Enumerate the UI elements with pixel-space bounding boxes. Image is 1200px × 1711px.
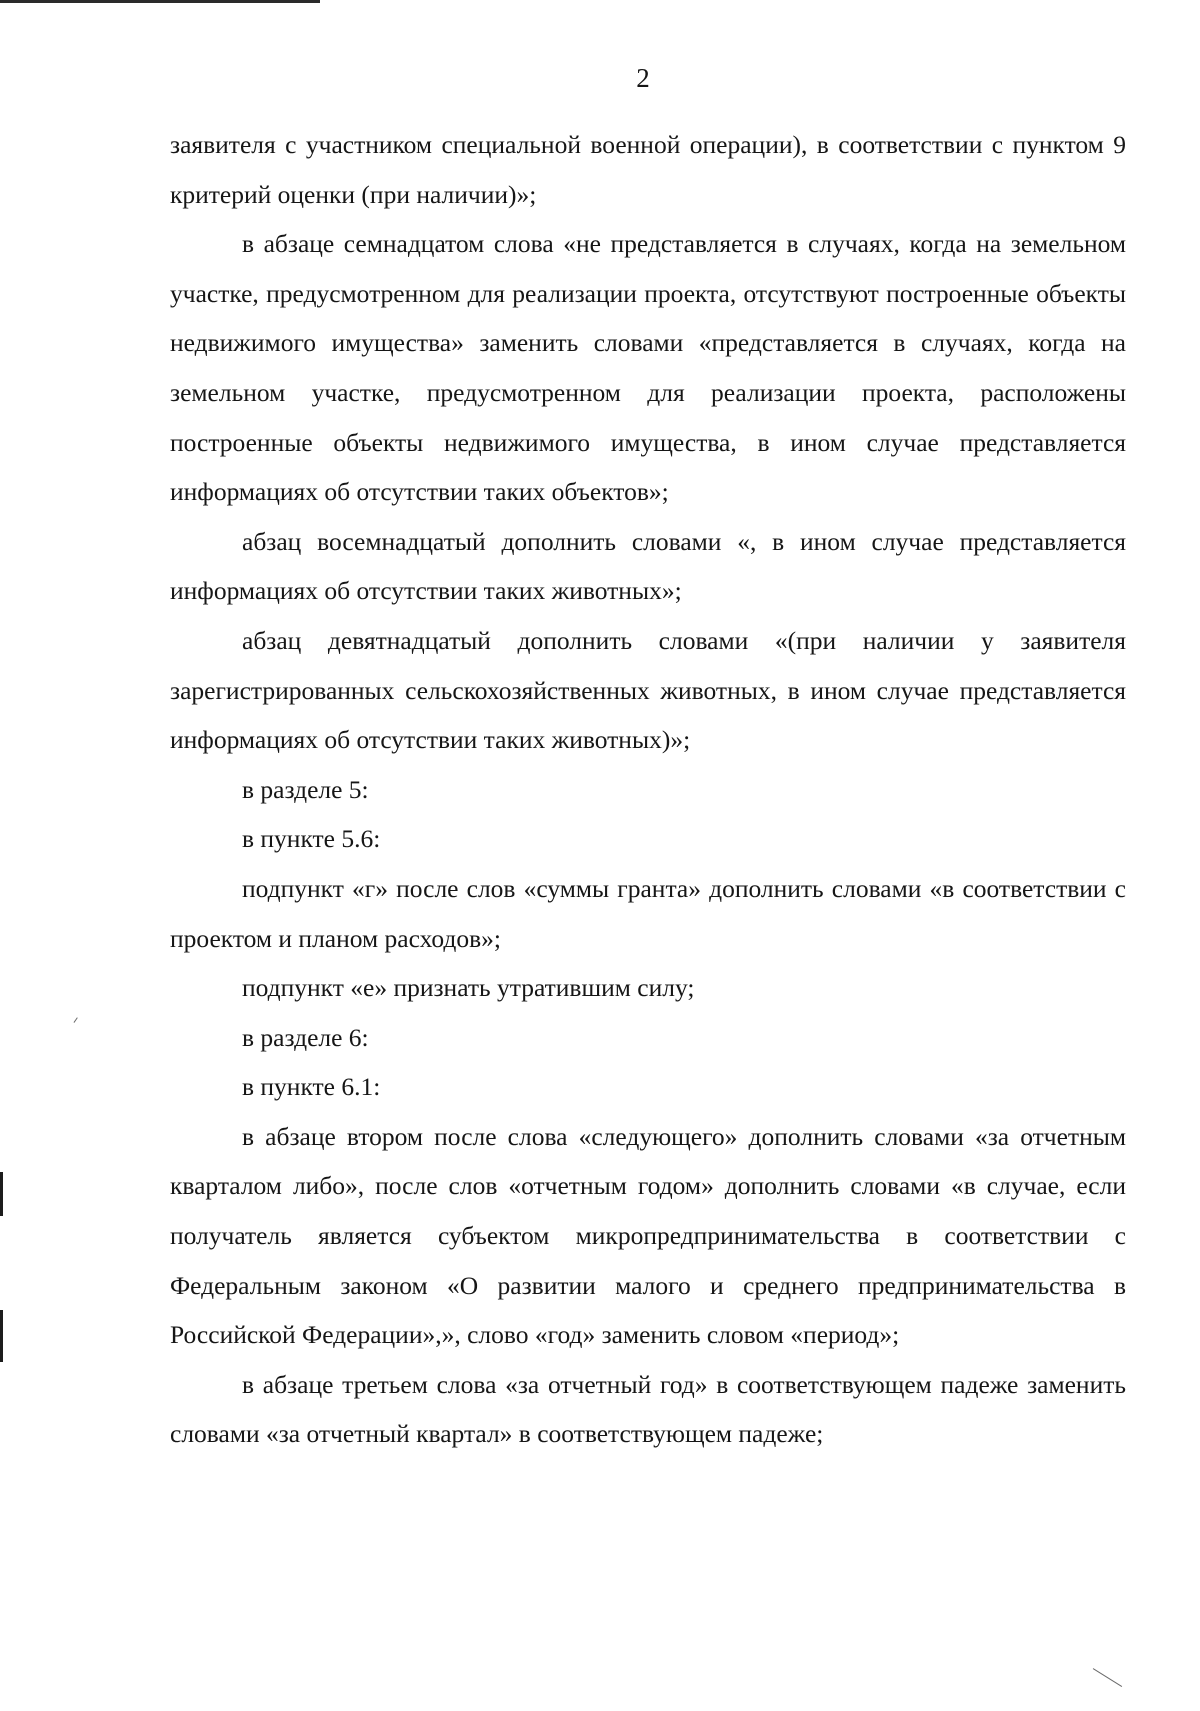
paragraph: подпункт «г» после слов «суммы гранта» дополнить словами «в соответствии с проектом и планом расходов»;: [170, 873, 1126, 953]
paragraph: в разделе 5:: [242, 774, 369, 804]
scan-speck: [74, 1017, 78, 1023]
paragraph: в пункте 5.6:: [242, 824, 381, 854]
scan-edge-line: [0, 0, 320, 3]
paragraph: в абзаце втором после слова «следующего» дополнить словами «за отчетным кварталом либо», после слов «отчетным годом» дополнить словами «в случае, если получатель является субъектом микропредпринимательства в соответствии с Федеральным законом «О развитии малого и среднего предпринимательства в Российской Федерации»,», слово «год» заменить словом «период»;: [170, 1121, 1126, 1350]
scan-speck: [1093, 1668, 1122, 1687]
scan-margin-mark: [0, 1310, 3, 1362]
scan-margin-mark: [0, 1172, 3, 1216]
paragraph: подпункт «е» признать утратившим силу;: [242, 973, 695, 1003]
paragraph: заявителя с участником специальной военной операции), в соответствии с пунктом 9 критерий оценки (при наличии)»;: [170, 130, 1126, 209]
document-body: [170, 120, 1126, 1459]
paragraph: в разделе 6:: [242, 1022, 369, 1052]
paragraph: абзац девятнадцатый дополнить словами «(при наличии у заявителя зарегистрированных сельскохозяйственных животных, в ином случае представляется информациях об отсутствии таких животных)»;: [170, 625, 1126, 755]
paragraph: в абзаце третьем слова «за отчетный год» в соответствующем падеже заменить словами «за отчетный квартал» в соответствующем падеже;: [170, 1369, 1126, 1449]
paragraph: абзац восемнадцатый дополнить словами «, в ином случае представляется информациях об отсутствии таких животных»;: [170, 526, 1126, 606]
paragraph: в абзаце семнадцатом слова «не представляется в случаях, когда на земельном участке, предусмотренном для реализации проекта, отсутствуют построенные объекты недвижимого имущества» заменить словами «представляется в случаях, когда на земельном участке, предусмотренном для реализации проекта, расположены построенные объекты недвижимого имущества, в ином случае представляется информациях об отсутствии таких объектов»;: [170, 229, 1126, 507]
page-number: 2: [636, 63, 650, 93]
paragraph: в пункте 6.1:: [242, 1072, 381, 1102]
